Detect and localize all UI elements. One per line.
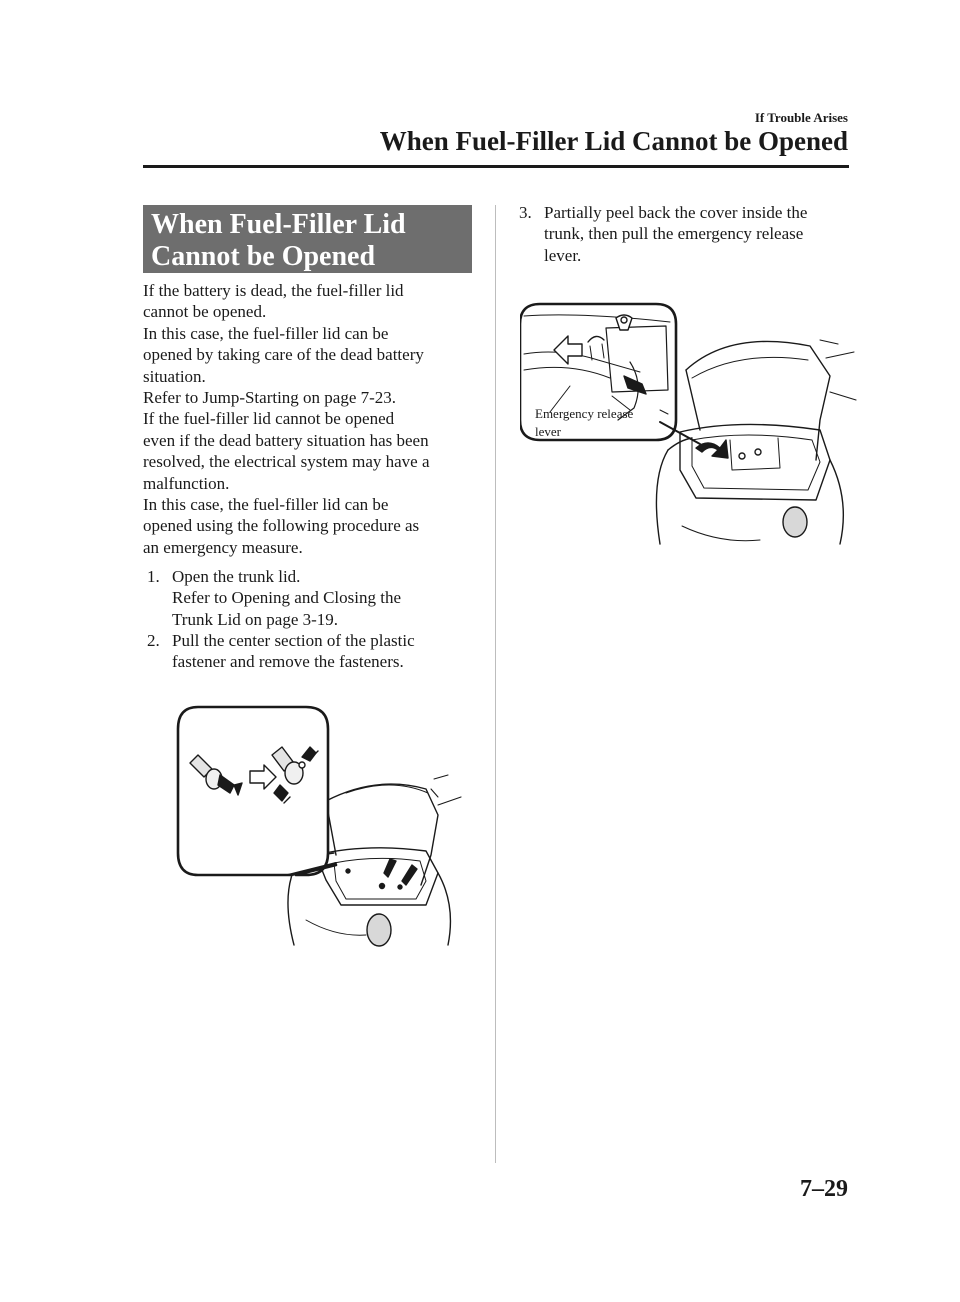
text-line: an emergency measure. bbox=[143, 537, 303, 557]
step-text: Open the trunk lid. bbox=[172, 567, 301, 586]
text-line: If the battery is dead, the fuel-filler lid bbox=[143, 281, 404, 300]
step-text: Pull the center section of the plastic bbox=[172, 631, 415, 650]
column-divider bbox=[495, 205, 496, 1163]
caption-line2: lever bbox=[535, 424, 561, 439]
page-number: 7–29 bbox=[800, 1176, 848, 1202]
caption-line1: Emergency release bbox=[535, 406, 634, 421]
fastener-illustration bbox=[176, 705, 466, 953]
text-line: In this case, the fuel-filler lid can be bbox=[143, 495, 389, 515]
text-line: even if the dead battery situation has been bbox=[143, 430, 429, 450]
step-number: 2. bbox=[147, 631, 160, 650]
step-text: fastener and remove the fasteners. bbox=[172, 652, 404, 672]
text-line: opened by taking care of the dead battery bbox=[143, 345, 424, 365]
section-title-line2: Cannot be Opened bbox=[151, 241, 376, 272]
text-line: malfunction. bbox=[143, 473, 230, 493]
text-line: situation. bbox=[143, 366, 206, 386]
text-line: If the fuel-filler lid cannot be opened bbox=[143, 409, 395, 429]
intro-text bbox=[143, 280, 478, 558]
cross-reference-link[interactable]: Refer to Jump-Starting on page 7-23. bbox=[143, 388, 397, 408]
running-header-section: If Trouble Arises bbox=[754, 110, 848, 125]
section-title bbox=[143, 205, 472, 273]
text-line: resolved, the electrical system may have a bbox=[143, 452, 430, 472]
step-number: 1. bbox=[147, 567, 160, 586]
step-text: lever. bbox=[544, 245, 582, 265]
step-text: Partially peel back the cover inside the bbox=[544, 203, 808, 222]
cross-reference-link[interactable]: Refer to Opening and Closing the bbox=[172, 588, 401, 608]
section-title-line1: When Fuel-Filler Lid bbox=[151, 209, 406, 240]
text-line: cannot be opened. bbox=[143, 302, 267, 322]
header-rule bbox=[143, 165, 849, 168]
text-line: In this case, the fuel-filler lid can be bbox=[143, 323, 389, 343]
running-header-title: When Fuel-Filler Lid Cannot be Opened bbox=[379, 126, 848, 156]
text-line: opened using the following procedure as bbox=[143, 516, 420, 536]
step-text: trunk, then pull the emergency release bbox=[544, 224, 804, 244]
step-number: 3. bbox=[519, 203, 532, 222]
cross-reference-link[interactable]: Trunk Lid on page 3-19. bbox=[172, 609, 339, 629]
figure-caption bbox=[535, 405, 633, 441]
